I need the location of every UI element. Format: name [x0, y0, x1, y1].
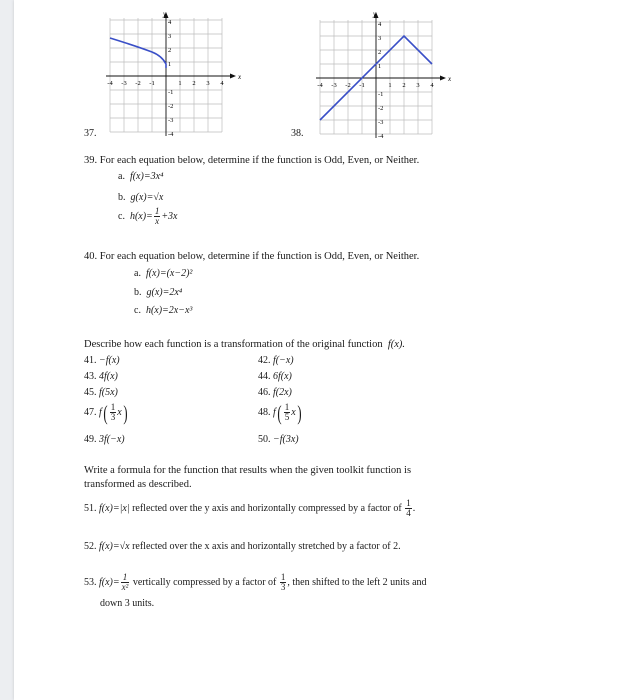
q51: 51. f(x)=|x| reflected over the y axis and horizontally compressed by a factor of $\frac{1}{4}$ . — [84, 498, 416, 518]
graph-37 — [96, 10, 246, 138]
svg-text:-2: -2 — [168, 103, 174, 110]
svg-text:4: 4 — [378, 21, 382, 28]
svg-text:4: 4 — [168, 19, 172, 26]
q40-item-c: c. h(x)=2x−x³ — [134, 305, 193, 316]
svg-text:4: 4 — [220, 80, 224, 87]
svg-text:4: 4 — [430, 82, 434, 89]
q39-item-b: b. g(x)=√x — [118, 192, 164, 203]
graph-37-y-label: y — [163, 10, 167, 18]
q41: 41. −f(x) — [84, 355, 120, 366]
q40-item-b: b. g(x)=2x⁴ — [134, 287, 183, 298]
graph-37-number: 37. — [84, 128, 97, 139]
svg-text:1: 1 — [168, 61, 172, 68]
q50: 50. −f(3x) — [258, 434, 299, 445]
svg-text:-2: -2 — [345, 82, 351, 89]
formula-prompt-line1: Write a formula for the function that results when the given toolkit function is — [84, 465, 412, 476]
svg-text:-4: -4 — [378, 133, 384, 140]
svg-text:-3: -3 — [168, 117, 174, 124]
svg-text:-1: -1 — [359, 82, 365, 89]
q40-item-a: a. f(x)=(x−2)² — [134, 268, 193, 279]
graph-38 — [306, 8, 456, 140]
svg-text:1: 1 — [388, 82, 392, 89]
svg-text:2: 2 — [168, 47, 172, 54]
q39-prompt: 39. For each equation below, determine if the function is Odd, Even, or Neither. — [84, 155, 420, 166]
q45: 45. f(5x) — [84, 387, 118, 398]
svg-text:-3: -3 — [331, 82, 337, 89]
q48: 48. f( $\frac{1}{5}$ x) — [258, 400, 302, 425]
svg-text:-1: -1 — [168, 89, 174, 96]
q39-item-a: a. f(x)=3x⁴ — [118, 171, 164, 182]
worksheet-page — [14, 0, 617, 700]
q52: 52. f(x)=√x reflected over the x axis and horizontally stretched by a factor of 2. — [84, 541, 401, 552]
svg-text:1: 1 — [178, 80, 182, 87]
svg-text:2: 2 — [378, 49, 382, 56]
q44: 44. 6f(x) — [258, 371, 292, 382]
q43: 43. 4f(x) — [84, 371, 118, 382]
svg-text:3: 3 — [416, 82, 420, 89]
transform-prompt: Describe how each function is a transformation of the original function f(x). — [84, 339, 406, 350]
svg-text:-1: -1 — [149, 80, 155, 87]
q47: 47. f( $\frac{1}{3}$ x) — [84, 400, 128, 425]
graph-38-y-label: y — [373, 10, 377, 18]
svg-text:3: 3 — [168, 33, 172, 40]
svg-text:3: 3 — [378, 35, 382, 42]
svg-text:-1: -1 — [378, 91, 384, 98]
q53-line2: down 3 units. — [100, 598, 155, 609]
svg-text:2: 2 — [402, 82, 406, 89]
svg-text:3: 3 — [206, 80, 210, 87]
svg-text:-3: -3 — [121, 80, 127, 87]
svg-text:-3: -3 — [378, 119, 384, 126]
svg-text:2: 2 — [192, 80, 196, 87]
graph-38-x-label: x — [448, 75, 452, 83]
graph-37-x-label: x — [238, 73, 242, 81]
q42: 42. f(−x) — [258, 355, 294, 366]
svg-text:-4: -4 — [317, 82, 323, 89]
graph-38-number: 38. — [291, 128, 304, 139]
graph-37-y-ticks — [168, 19, 174, 138]
svg-text:-4: -4 — [107, 80, 113, 87]
q49: 49. 3f(−x) — [84, 434, 125, 445]
svg-text:-4: -4 — [168, 131, 174, 138]
graph-38-y-ticks — [378, 21, 384, 140]
q40-prompt: 40. For each equation below, determine if the function is Odd, Even, or Neither. — [84, 251, 420, 262]
svg-text:1: 1 — [378, 63, 382, 70]
q39-item-c: c. h(x)= $\frac{1}{x}$ +3x — [118, 206, 178, 226]
svg-text:-2: -2 — [135, 80, 141, 87]
svg-text:-2: -2 — [378, 105, 384, 112]
q53: 53. f(x)= $\frac{1}{\text{x²}}$ vertically compressed by a factor of $\frac{1}{3}$ , then shifted to the left 2 units and — [84, 572, 427, 592]
q46: 46. f(2x) — [258, 387, 292, 398]
formula-prompt-line2: transformed as described. — [84, 479, 192, 490]
